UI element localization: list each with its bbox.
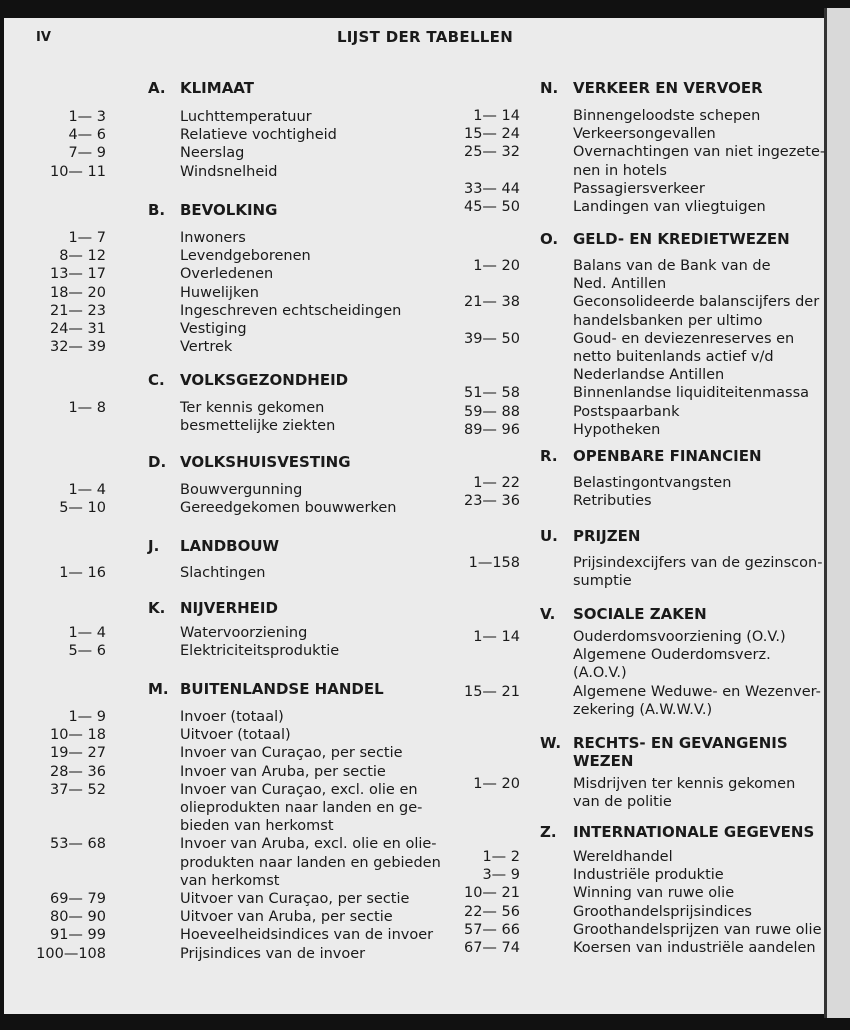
section-letter: D. bbox=[148, 453, 167, 471]
table-number-range: 24— 31 bbox=[49, 321, 106, 337]
table-title: Invoer van Aruba, excl. olie en olie- bbox=[180, 836, 437, 853]
table-number-range: 1— 16 bbox=[59, 565, 106, 581]
section-heading: VOLKSGEZONDHEID bbox=[180, 371, 349, 389]
section-heading: BUITENLANDSE HANDEL bbox=[180, 680, 384, 698]
page-number: IV bbox=[36, 30, 51, 45]
section-letter: O. bbox=[540, 230, 559, 248]
table-title: Industriële produktie bbox=[573, 867, 724, 884]
section-letter: A. bbox=[148, 79, 166, 97]
table-title: Invoer van Curaçao, excl. olie en bbox=[180, 781, 418, 798]
table-title: Ingeschreven echtscheidingen bbox=[180, 302, 402, 319]
table-title: Binnenlandse liquiditeitenmassa bbox=[573, 385, 810, 402]
table-title: Hypotheken bbox=[573, 421, 661, 438]
table-title: Vertrek bbox=[180, 339, 233, 356]
table-title: Koersen van industriële aandelen bbox=[573, 940, 816, 956]
table-number-range: 69— 79 bbox=[49, 891, 106, 907]
section-heading: LANDBOUW bbox=[180, 537, 280, 555]
section-heading: OPENBARE FINANCIEN bbox=[573, 447, 762, 465]
table-title: Groothandelsprijsindices bbox=[573, 903, 752, 920]
table-number-range: 13— 17 bbox=[49, 266, 106, 283]
section-heading: INTERNATIONALE GEGEVENS bbox=[573, 823, 815, 841]
table-number-range: 5— 6 bbox=[68, 643, 106, 660]
table-title: Luchttemperatuur bbox=[180, 109, 312, 125]
table-title: Elektriciteitsproduktie bbox=[180, 643, 340, 660]
table-number-range: 25— 32 bbox=[463, 144, 520, 161]
table-number-range: 1— 22 bbox=[473, 475, 520, 491]
table-number-range: 59— 88 bbox=[463, 403, 520, 420]
table-title: (A.O.V.) bbox=[573, 665, 627, 682]
table-number-range: 1— 7 bbox=[68, 230, 106, 246]
section-heading: KLIMAAT bbox=[180, 79, 254, 97]
table-number-range: 21— 23 bbox=[49, 302, 106, 319]
table-title: Geconsolideerde balanscijfers der bbox=[573, 294, 820, 311]
table-title: Uitvoer van Curaçao, per sectie bbox=[180, 891, 410, 907]
table-title: Nederlandse Antillen bbox=[573, 367, 725, 384]
table-number-range: 33— 44 bbox=[463, 180, 520, 197]
table-title: handelsbanken per ultimo bbox=[573, 312, 763, 329]
table-title: Slachtingen bbox=[180, 565, 266, 581]
table-title: Verkeersongevallen bbox=[573, 126, 716, 143]
section-letter: W. bbox=[540, 734, 562, 752]
table-title: Ter kennis gekomen bbox=[180, 400, 325, 416]
table-title: Groothandelsprijzen van ruwe olie bbox=[573, 921, 822, 938]
adjacent-page-edge bbox=[824, 8, 850, 1018]
section-letter: R. bbox=[540, 447, 558, 465]
table-title: Ouderdomsvoorziening (O.V.) bbox=[573, 629, 786, 645]
table-title: van herkomst bbox=[180, 872, 280, 889]
section-letter: N. bbox=[540, 79, 559, 97]
table-number-range: 4— 6 bbox=[68, 127, 106, 144]
table-number-range: 80— 90 bbox=[49, 909, 106, 926]
table-title: Vestiging bbox=[180, 321, 247, 337]
table-number-range: 1— 8 bbox=[68, 400, 106, 416]
table-title: van de politie bbox=[573, 794, 672, 811]
table-number-range: 1— 4 bbox=[68, 482, 106, 498]
table-title: Passagiersverkeer bbox=[573, 180, 705, 197]
table-number-range: 1— 2 bbox=[482, 849, 520, 865]
table-title: Gereedgekomen bouwwerken bbox=[180, 500, 397, 517]
table-number-range: 1—158 bbox=[468, 555, 520, 571]
table-title: Winning van ruwe olie bbox=[573, 885, 735, 902]
table-number-range: 23— 36 bbox=[463, 493, 520, 510]
table-number-range: 39— 50 bbox=[463, 330, 520, 347]
table-number-range: 91— 99 bbox=[49, 927, 106, 944]
table-number-range: 45— 50 bbox=[463, 199, 520, 215]
table-number-range: 15— 21 bbox=[463, 683, 520, 700]
table-title: Relatieve vochtigheid bbox=[180, 127, 337, 144]
table-title: Postspaarbank bbox=[573, 403, 680, 420]
table-title: Prijsindexcijfers van de gezinscon- bbox=[573, 555, 823, 571]
table-number-range: 10— 21 bbox=[463, 885, 520, 902]
table-title: Windsnelheid bbox=[180, 163, 278, 180]
table-number-range: 28— 36 bbox=[49, 763, 106, 780]
section-letter: B. bbox=[148, 201, 166, 219]
section-letter: U. bbox=[540, 527, 558, 545]
table-number-range: 1— 20 bbox=[473, 258, 520, 274]
table-title: besmettelijke ziekten bbox=[180, 418, 336, 435]
section-letter: M. bbox=[148, 680, 169, 698]
table-title: Bouwvergunning bbox=[180, 482, 303, 498]
table-number-range: 22— 56 bbox=[463, 903, 520, 920]
table-title: Overnachtingen van niet ingezete- bbox=[573, 144, 826, 161]
table-number-range: 100—108 bbox=[36, 945, 106, 962]
section-heading: NIJVERHEID bbox=[180, 599, 278, 617]
table-title: Overledenen bbox=[180, 266, 274, 283]
table-title: Huwelijken bbox=[180, 284, 259, 301]
table-title: Uitvoer (totaal) bbox=[180, 727, 291, 744]
table-number-range: 1— 14 bbox=[473, 629, 520, 645]
table-title: nen in hotels bbox=[573, 162, 667, 179]
section-heading-continued: WEZEN bbox=[573, 752, 634, 770]
table-title: Landingen van vliegtuigen bbox=[573, 199, 766, 215]
section-letter: K. bbox=[148, 599, 166, 617]
page-title: LIJST DER TABELLEN bbox=[336, 28, 514, 46]
table-number-range: 67— 74 bbox=[463, 940, 520, 956]
table-title: Prijsindices van de invoer bbox=[180, 945, 366, 962]
section-letter: V. bbox=[540, 605, 556, 623]
table-title: Watervoorziening bbox=[180, 625, 308, 641]
table-title: Inwoners bbox=[180, 230, 246, 246]
table-title: Levendgeborenen bbox=[180, 248, 311, 265]
table-number-range: 51— 58 bbox=[463, 385, 520, 402]
section-letter: J. bbox=[148, 537, 160, 555]
table-title: Binnengeloodste schepen bbox=[573, 108, 761, 124]
table-title: Invoer (totaal) bbox=[180, 709, 284, 725]
table-number-range: 5— 10 bbox=[59, 500, 106, 517]
table-title: olieprodukten naar landen en ge- bbox=[180, 800, 423, 816]
table-title: Hoeveelheidsindices van de invoer bbox=[180, 927, 434, 944]
table-number-range: 1— 4 bbox=[68, 625, 106, 641]
table-number-range: 18— 20 bbox=[49, 284, 106, 301]
table-title: Retributies bbox=[573, 493, 652, 510]
table-title: Balans van de Bank van de bbox=[573, 258, 771, 274]
table-number-range: 89— 96 bbox=[463, 421, 520, 438]
section-letter: C. bbox=[148, 371, 165, 389]
table-number-range: 7— 9 bbox=[68, 145, 106, 162]
table-title: Invoer van Curaçao, per sectie bbox=[180, 745, 403, 762]
table-number-range: 37— 52 bbox=[49, 781, 106, 798]
table-number-range: 10— 18 bbox=[49, 727, 106, 744]
table-title: Wereldhandel bbox=[573, 849, 673, 865]
table-title: netto buitenlands actief v/d bbox=[573, 349, 774, 365]
table-title: Uitvoer van Aruba, per sectie bbox=[180, 909, 393, 926]
table-title: Ned. Antillen bbox=[573, 276, 667, 293]
table-number-range: 10— 11 bbox=[49, 163, 106, 180]
section-heading: VERKEER EN VERVOER bbox=[573, 79, 763, 97]
table-title: Misdrijven ter kennis gekomen bbox=[573, 776, 796, 792]
table-title: bieden van herkomst bbox=[180, 818, 334, 835]
section-heading: RECHTS- EN GEVANGENIS bbox=[573, 734, 788, 752]
table-number-range: 57— 66 bbox=[463, 921, 520, 938]
table-number-range: 1— 14 bbox=[473, 108, 520, 124]
table-number-range: 32— 39 bbox=[49, 339, 106, 356]
section-heading: GELD- EN KREDIETWEZEN bbox=[573, 230, 790, 248]
table-number-range: 8— 12 bbox=[59, 248, 106, 265]
section-heading: VOLKSHUISVESTING bbox=[180, 453, 351, 471]
table-number-range: 21— 38 bbox=[463, 294, 520, 311]
table-number-range: 19— 27 bbox=[49, 745, 106, 762]
table-title: produkten naar landen en gebieden bbox=[180, 854, 441, 871]
section-heading: PRIJZEN bbox=[573, 527, 641, 545]
table-number-range: 53— 68 bbox=[49, 836, 106, 853]
table-number-range: 1— 20 bbox=[473, 776, 520, 792]
table-title: zekering (A.W.W.V.) bbox=[573, 701, 713, 718]
table-title: Algemene Weduwe- en Wezenver- bbox=[573, 683, 821, 700]
section-heading: BEVOLKING bbox=[180, 201, 278, 219]
table-title: Invoer van Aruba, per sectie bbox=[180, 763, 386, 780]
section-letter: Z. bbox=[540, 823, 557, 841]
table-number-range: 15— 24 bbox=[463, 126, 520, 143]
table-title: Goud- en deviezenreserves en bbox=[573, 330, 795, 347]
table-title: Neerslag bbox=[180, 145, 245, 162]
table-number-range: 3— 9 bbox=[482, 867, 520, 884]
section-heading: SOCIALE ZAKEN bbox=[573, 605, 707, 623]
table-number-range: 1— 9 bbox=[68, 709, 106, 725]
table-number-range: 1— 3 bbox=[68, 109, 106, 125]
table-title: Algemene Ouderdomsverz. bbox=[573, 647, 771, 664]
table-title: Belastingontvangsten bbox=[573, 475, 732, 491]
table-title: sumptie bbox=[573, 573, 632, 590]
